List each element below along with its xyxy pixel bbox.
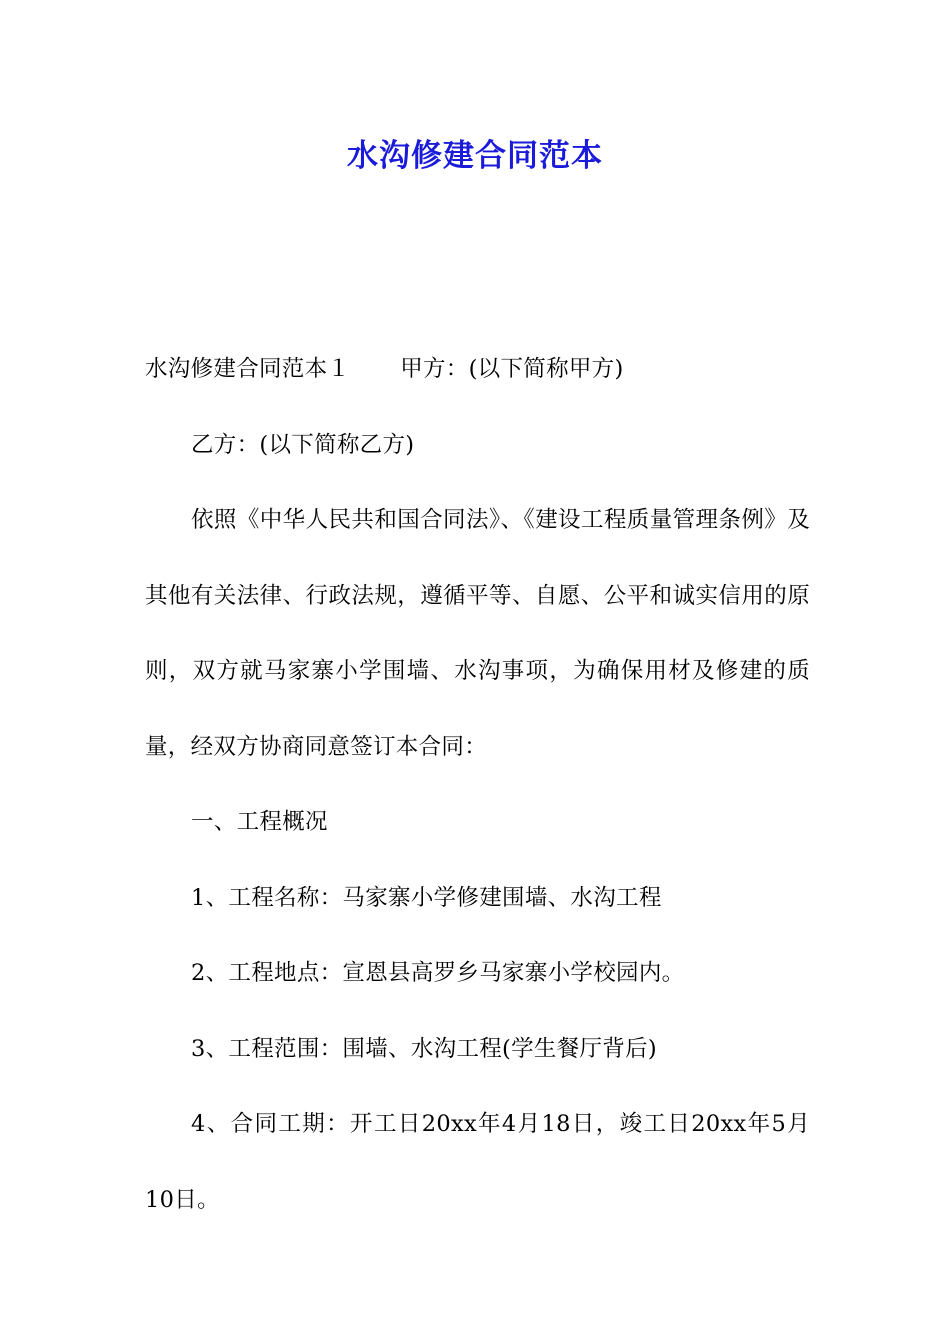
list-item: 2、工程地点：宣恩县高罗乡马家寨小学校园内。 xyxy=(191,960,685,986)
document-title: 水沟修建合同范本 xyxy=(347,138,603,174)
heading-line xyxy=(145,332,810,408)
section-heading: 一、工程概况 xyxy=(191,809,328,835)
list-item: 3、工程范围：围墙、水沟工程(学生餐厅背后) xyxy=(191,1035,657,1062)
list-item: 1、工程名称：马家寨小学修建围墙、水沟工程 xyxy=(191,884,662,911)
list-item: 4、合同工期：开工日20xx年4月18日，竣工日20xx年5月10日。 xyxy=(145,1111,810,1213)
party-a: 甲方：(以下简称甲方) xyxy=(400,356,624,382)
preamble-paragraph: 依照《中华人民共和国合同法》、《建设工程质量管理条例》及其他有关法律、行政法规，遵循平等、自愿、公平和诚实信用的原则，双方就马家寨小学围墙、水沟事项，为确保用材及修建的质量，经双方协商同意签订本合同： xyxy=(145,507,810,760)
party-b: 乙方：(以下简称乙方) xyxy=(191,431,415,458)
document-body xyxy=(145,332,810,1238)
contract-subtitle: 水沟修建合同范本１ xyxy=(145,356,351,382)
